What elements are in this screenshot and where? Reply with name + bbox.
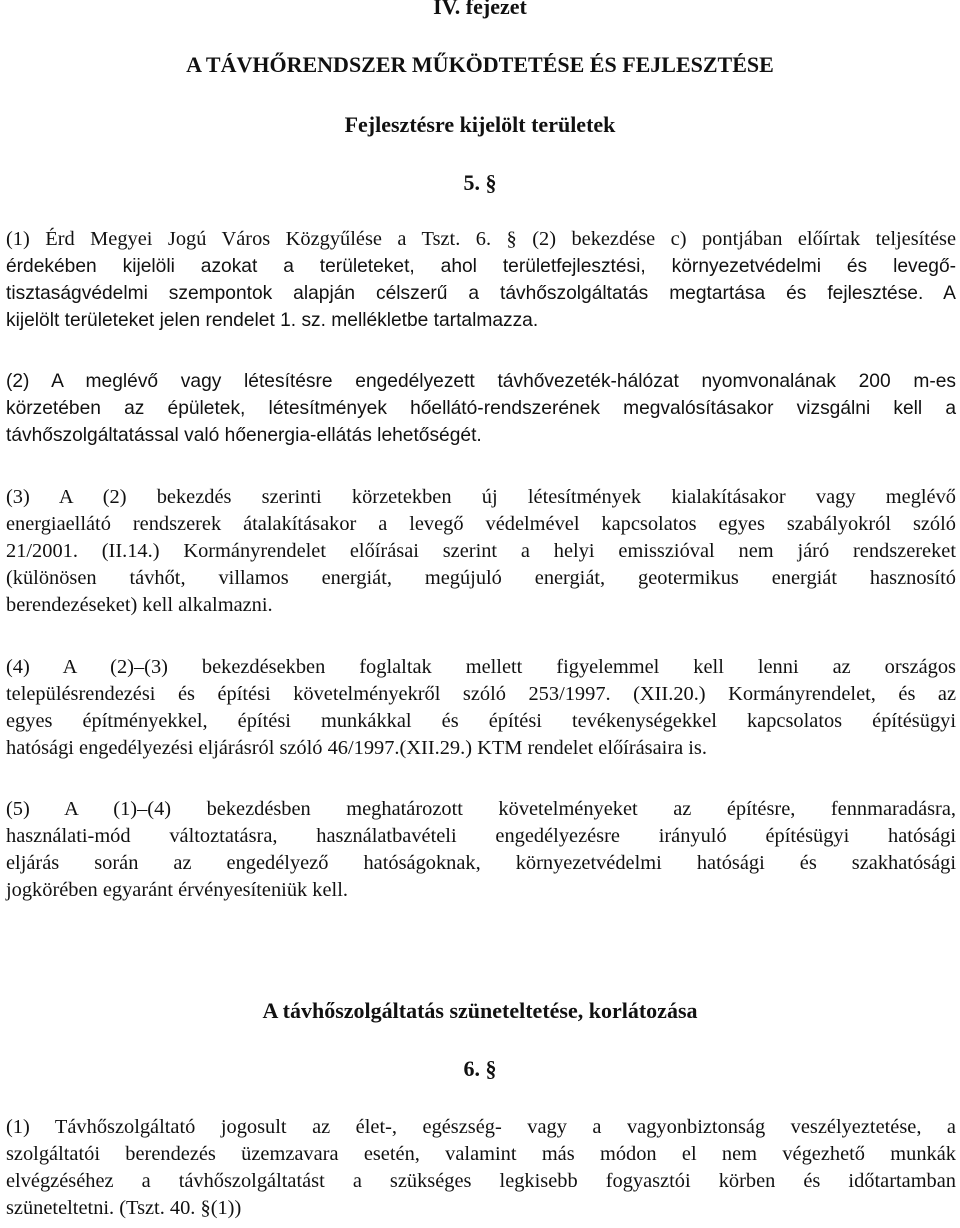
- paragraph-5-5: [6, 796, 956, 904]
- paragraph-6-1-line: szolgáltatói berendezés üzemzavara esetén, valamint más módon el nem végezhető munkák: [6, 1143, 956, 1165]
- paragraph-5-2-line: körzetében az épületek, létesítmények hőellátó-rendszerének megvalósításakor vizsgálni kell a: [6, 398, 956, 419]
- paragraph-number-6: 6. §: [463, 1056, 497, 1081]
- paragraph-6-1-line: szüneteltetni. (Tszt. 40. §(1)): [6, 1197, 242, 1219]
- paragraph-5-2: [6, 368, 956, 449]
- paragraph-5-4-line: településrendezési és építési követelményekről szóló 253/1997. (XII.20.) Kormányrendelet, és az: [6, 683, 956, 705]
- paragraph-6-1-line: (1) Távhőszolgáltató jogosult az élet-, egészség- vagy a vagyonbiztonság veszélyeztetése, a: [6, 1116, 956, 1138]
- paragraph-5-4-line: egyes építményekkel, építési munkákkal és építési tevékenységekkel kapcsolatos építésügyi: [6, 710, 956, 732]
- paragraph-5-3-line: 21/2001. (II.14.) Kormányrendelet előírásai szerint a helyi emisszióval nem járó rendszereket: [6, 540, 956, 562]
- paragraph-5-5-line: használati-mód változtatásra, használatbavételi engedélyezésre irányuló építésügyi hatósági: [6, 825, 956, 847]
- paragraph-5-1-line: kijelölt területeket jelen rendelet 1. sz. mellékletbe tartalmazza.: [6, 310, 539, 331]
- paragraph-5-3: [6, 484, 956, 619]
- section-heading-suspension: A távhőszolgáltatás szüneteltetése, korlátozása: [262, 998, 698, 1023]
- paragraph-5-4: [6, 654, 956, 762]
- paragraph-5-3-line: energiaellátó rendszerek átalakításakor a levegő védelmével kapcsolatos egyes szabályokról szóló: [6, 513, 956, 535]
- paragraph-5-5-line: jogkörében egyaránt érvényesíteniük kell.: [6, 879, 348, 901]
- paragraph-5-3-line: berendezéseket) kell alkalmazni.: [6, 594, 273, 616]
- paragraph-5-5-line: eljárás során az engedélyező hatóságoknak, környezetvédelmi hatósági és szakhatósági: [6, 852, 956, 874]
- paragraph-6-1: [6, 1114, 956, 1222]
- section-heading-development-areas: Fejlesztésre kijelölt területek: [344, 112, 616, 137]
- paragraph-5-3-line: (3) A (2) bekezdés szerinti körzetekben új létesítmények kialakításakor vagy meglévő: [6, 486, 956, 508]
- paragraph-5-4-line: hatósági engedélyezési eljárásról szóló 46/1997.(XII.29.) KTM rendelet előírásaira is.: [6, 737, 707, 759]
- paragraph-5-1-line: tisztaságvédelmi szempontok alapján célszerű a távhőszolgáltatás megtartása és fejlesztése. A: [6, 283, 956, 304]
- chapter-title: A TÁVHŐRENDSZER MŰKÖDTETÉSE ÉS FEJLESZTÉSE: [186, 52, 774, 77]
- chapter-number: IV. fejezet: [433, 0, 527, 19]
- paragraph-5-2-line: távhőszolgáltatással való hőenergia-ellátás lehetőségét.: [6, 425, 482, 446]
- paragraph-5-3-line: (különösen távhőt, villamos energiát, megújuló energiát, geotermikus energiát hasznosító: [6, 567, 956, 589]
- paragraph-5-4-line: (4) A (2)–(3) bekezdésekben foglaltak mellett figyelemmel kell lenni az országos: [6, 656, 956, 678]
- paragraph-5-1: [6, 226, 956, 334]
- paragraph-5-5-line: (5) A (1)–(4) bekezdésben meghatározott követelményeket az építésre, fennmaradásra,: [6, 798, 956, 820]
- paragraph-number-5: 5. §: [463, 170, 497, 195]
- paragraph-6-1-line: elvégzéséhez a távhőszolgáltatást a szükséges legkisebb fogyasztói körben és időtartamban: [6, 1170, 956, 1192]
- paragraph-5-1-line: érdekében kijelöli azokat a területeket, ahol területfejlesztési, környezetvédelmi és levegő-: [6, 256, 956, 277]
- paragraph-5-1-line: (1) Érd Megyei Jogú Város Közgyűlése a Tszt. 6. § (2) bekezdése c) pontjában előírtak teljesítése: [6, 228, 956, 250]
- paragraph-5-2-line: (2) A meglévő vagy létesítésre engedélyezett távhővezeték-hálózat nyomvonalának 200 m-es: [6, 371, 956, 392]
